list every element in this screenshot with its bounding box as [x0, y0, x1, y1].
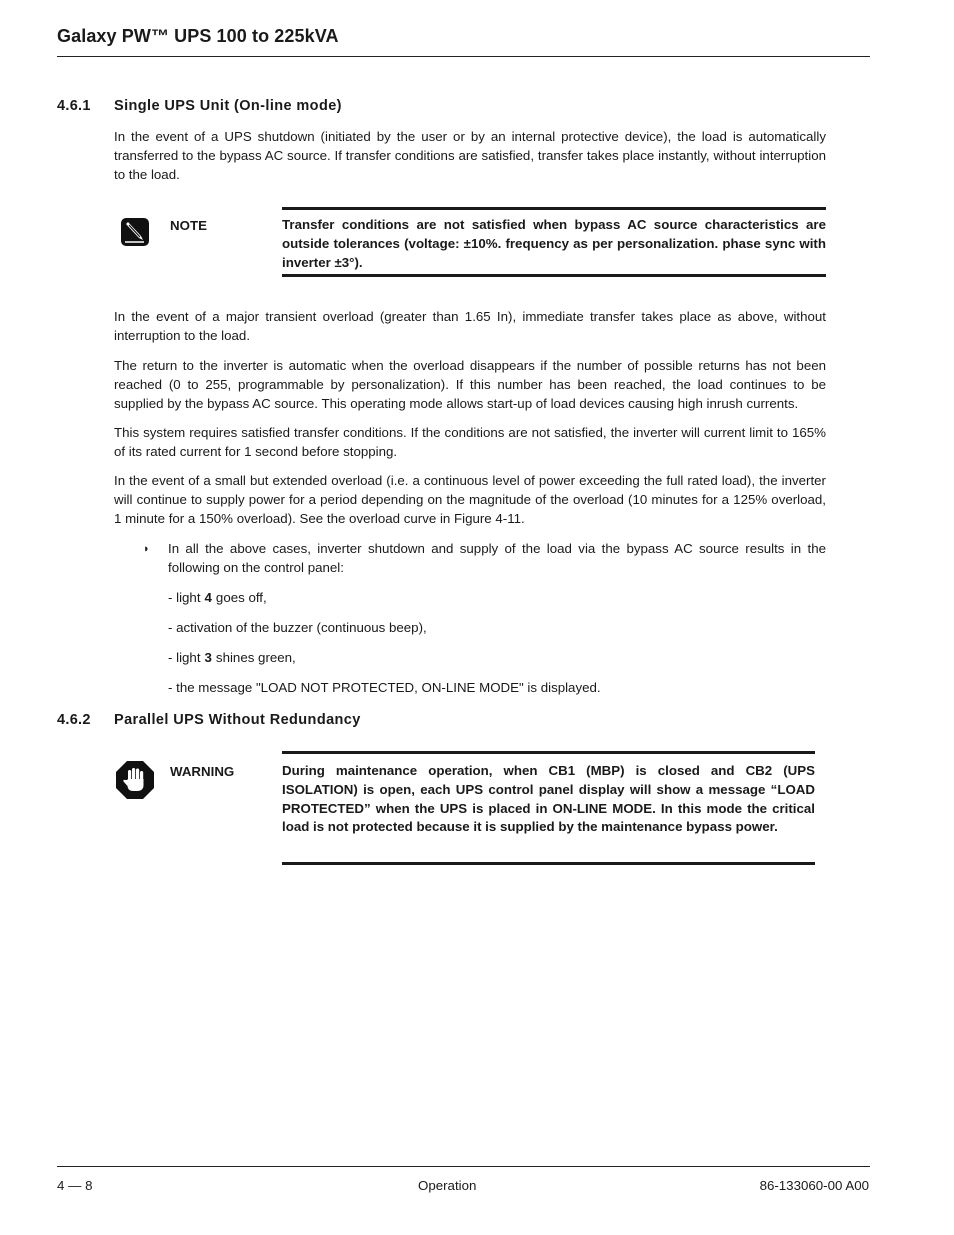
note-label: NOTE	[170, 218, 207, 233]
stop-hand-icon	[115, 760, 155, 800]
note-text: Transfer conditions are not satisfied when bypass AC source characteristics are outside tolerances (voltage: ±10%. frequency as per personalization. phase sync with inverter ±3°).	[282, 217, 826, 270]
warning-text: During maintenance operation, when CB1 (MBP) is closed and CB2 (UPS ISOLATION) is open, each UPS control panel display will show a message “LOAD PROTECTED” when the UPS is placed in ON-LINE MODE. In this mode the critical load is not protected because it is supplied by the maintenance bypass power.	[282, 763, 815, 835]
warning-bottom-rule	[282, 862, 815, 865]
note-top-rule	[282, 207, 826, 210]
bullet-marker: ◗	[143, 543, 150, 555]
list-item-buzzer: - activation of the buzzer (continuous beep),	[168, 620, 427, 635]
footer-divider	[57, 1166, 870, 1167]
section-heading: Single UPS Unit (On-line mode)	[114, 98, 342, 114]
paragraph-extended-overload: In the event of a small but extended overload (i.e. a continuous level of power exceeding the full rated load), the inverter will continue to supply power for a period depending on the magnitude of the overload (10 minutes for a 125% overload, 1 minute for a 150% overload). See the overload curve in Figure 4-11.	[114, 473, 826, 526]
document-number: 86-133060-00 A00	[759, 1178, 869, 1193]
note-bottom-rule	[282, 274, 826, 277]
paragraph-transfer-conditions: This system requires satisfied transfer conditions. If the conditions are not satisfied, the inverter will current limit to 165% of its rated current for 1 second before stopping.	[114, 425, 826, 459]
list-item-light-3: - light 3 shines green,	[168, 650, 296, 665]
section-number: 4.6.1	[57, 98, 91, 114]
document-title: Galaxy PW™ UPS 100 to 225kVA	[57, 26, 339, 46]
list-item-message: - the message "LOAD NOT PROTECTED, ON-LINE MODE" is displayed.	[168, 680, 601, 695]
page-number: 4 — 8	[57, 1178, 93, 1193]
paragraph-return-to-inverter: The return to the inverter is automatic when the overload disappears if the number of possible returns has not been reached (0 to 255, programmable by personalization). If this number has been reached, the load continues to be supplied by the bypass AC source. This operating mode allows start-up of load devices causing high inrush currents.	[114, 358, 826, 411]
intro-paragraph: In the event of a UPS shutdown (initiated by the user or by an internal protective device), the load is automatically transferred to the bypass AC source. If transfer conditions are satisfied, transfer takes place instantly, without interruption to the load.	[114, 129, 826, 182]
warning-top-rule	[282, 751, 815, 754]
note-pencil-icon	[120, 217, 150, 247]
footer-section: Operation	[418, 1178, 477, 1193]
paragraph-transient-overload: In the event of a major transient overload (greater than 1.65 In), immediate transfer takes place as above, without interruption to the load.	[114, 309, 826, 343]
section-heading: Parallel UPS Without Redundancy	[114, 712, 361, 728]
header-divider	[57, 56, 870, 57]
section-number: 4.6.2	[57, 712, 91, 728]
warning-label: WARNING	[170, 764, 235, 779]
list-item-light-4: - light 4 goes off,	[168, 590, 267, 605]
bullet-text: In all the above cases, inverter shutdown and supply of the load via the bypass AC source results in the following on the control panel:	[168, 541, 826, 575]
